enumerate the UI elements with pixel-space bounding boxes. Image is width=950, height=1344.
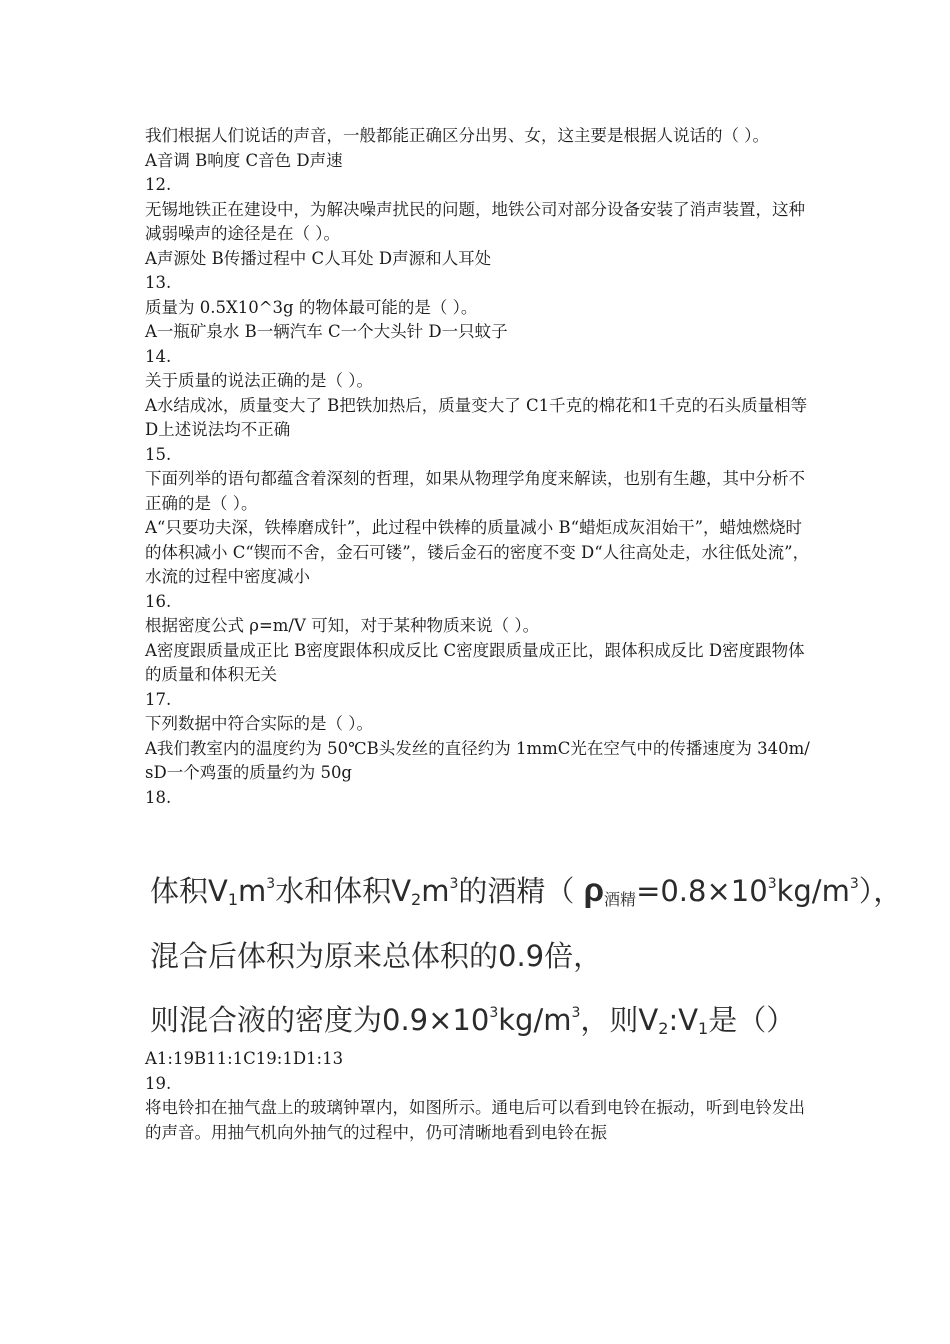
question-13-options: A一瓶矿泉水 B一辆汽车 C一个大头针 D一只蚊子 [145, 322, 508, 341]
question-17-text: 下列数据中符合实际的是（ ）。 [145, 714, 373, 733]
question-12-number: 12. [145, 175, 172, 194]
question-18-figure-text [150, 856, 930, 1057]
question-15-text: 下面列举的语句都蕴含着深刻的哲理，如果从物理学角度来解读，也别有生趣，其中分析不正确的是（ ）。 [145, 469, 805, 513]
question-15-options: A“只要功夫深，铁棒磨成针”，此过程中铁棒的质量减小 B“蜡炬成灰泪始干”，蜡烛燃烧时的体积减小 C“锲而不舍，金石可镂”，镂后金石的密度不变 D“人往高处走，水往低处流”，水流的过程中密度减小 [145, 518, 810, 586]
question-11-text: 我们根据人们说话的声音，一般都能正确区分出男、女，这主要是根据人说话的（ ）。 [145, 126, 769, 145]
document-body [145, 124, 825, 810]
question-16-number: 16. [145, 591, 172, 611]
question-12-options: A声源处 B传播过程中 C人耳处 D声源和人耳处 [145, 248, 492, 268]
question-12-text: 无锡地铁正在建设中，为解决噪声扰民的问题，地铁公司对部分设备安装了消声装置，这种减弱噪声的途径是在（ ）。 [145, 199, 805, 243]
figure-line-1: 体积$V_1m^3$水和体积$V_2m^3$的酒精（ $\rho_{酒精}=0.8\times 10^3kg/m^3$）， [150, 871, 903, 909]
question-19-text: 将电铃扣在抽气盘上的玻璃钟罩内，如图所示。通电后可以看到电铃在振动，听到电铃发出的声音。用抽气机向外抽气的过程中，仍可清晰地看到电铃在振 [145, 1098, 805, 1142]
rho-symbol: ρ [583, 871, 605, 908]
question-11-options: A音调 B响度 C音色 D声速 [145, 150, 343, 170]
question-13-number: 13. [145, 273, 172, 292]
question-18-options: A1:19B11:1C19:1D1:13 [145, 1049, 344, 1068]
figure-line-2: 混合后体积为原来总体积的0.9倍， [150, 939, 603, 973]
question-15-number: 15. [145, 444, 172, 464]
question-16-options: A密度跟质量成正比 B密度跟体积成反比 C密度跟质量成正比，跟体积成反比 D密度跟物体的质量和体积无关 [145, 640, 805, 684]
question-14-text: 关于质量的说法正确的是（ ）。 [145, 371, 373, 390]
question-16-text: 根据密度公式 ρ=m/V 可知，对于某种物质来说（ ）。 [145, 616, 540, 635]
document-body-continued [145, 1047, 825, 1145]
question-17-number: 17. [145, 689, 172, 709]
question-14-options: A水结成冰，质量变大了 B把铁加热后，质量变大了 C1千克的棉花和1千克的石头质量相等 D上述说法均不正确 [145, 395, 808, 439]
figure-line-3: 则混合液的密度为$0.9\times 10^3kg/m^3$，则$V_2:V_1$是（） [150, 1003, 796, 1038]
question-18-number: 18. [145, 787, 172, 807]
question-14-number: 14. [145, 346, 172, 366]
question-19-number: 19. [145, 1073, 172, 1093]
question-13-text: 质量为 0.5X10^3g 的物体最可能的是（ ）。 [145, 297, 478, 317]
question-17-options: A我们教室内的温度约为 50℃B头发丝的直径约为 1mmC光在空气中的传播速度为 340m/sD一个鸡蛋的质量约为 50g [145, 738, 810, 782]
